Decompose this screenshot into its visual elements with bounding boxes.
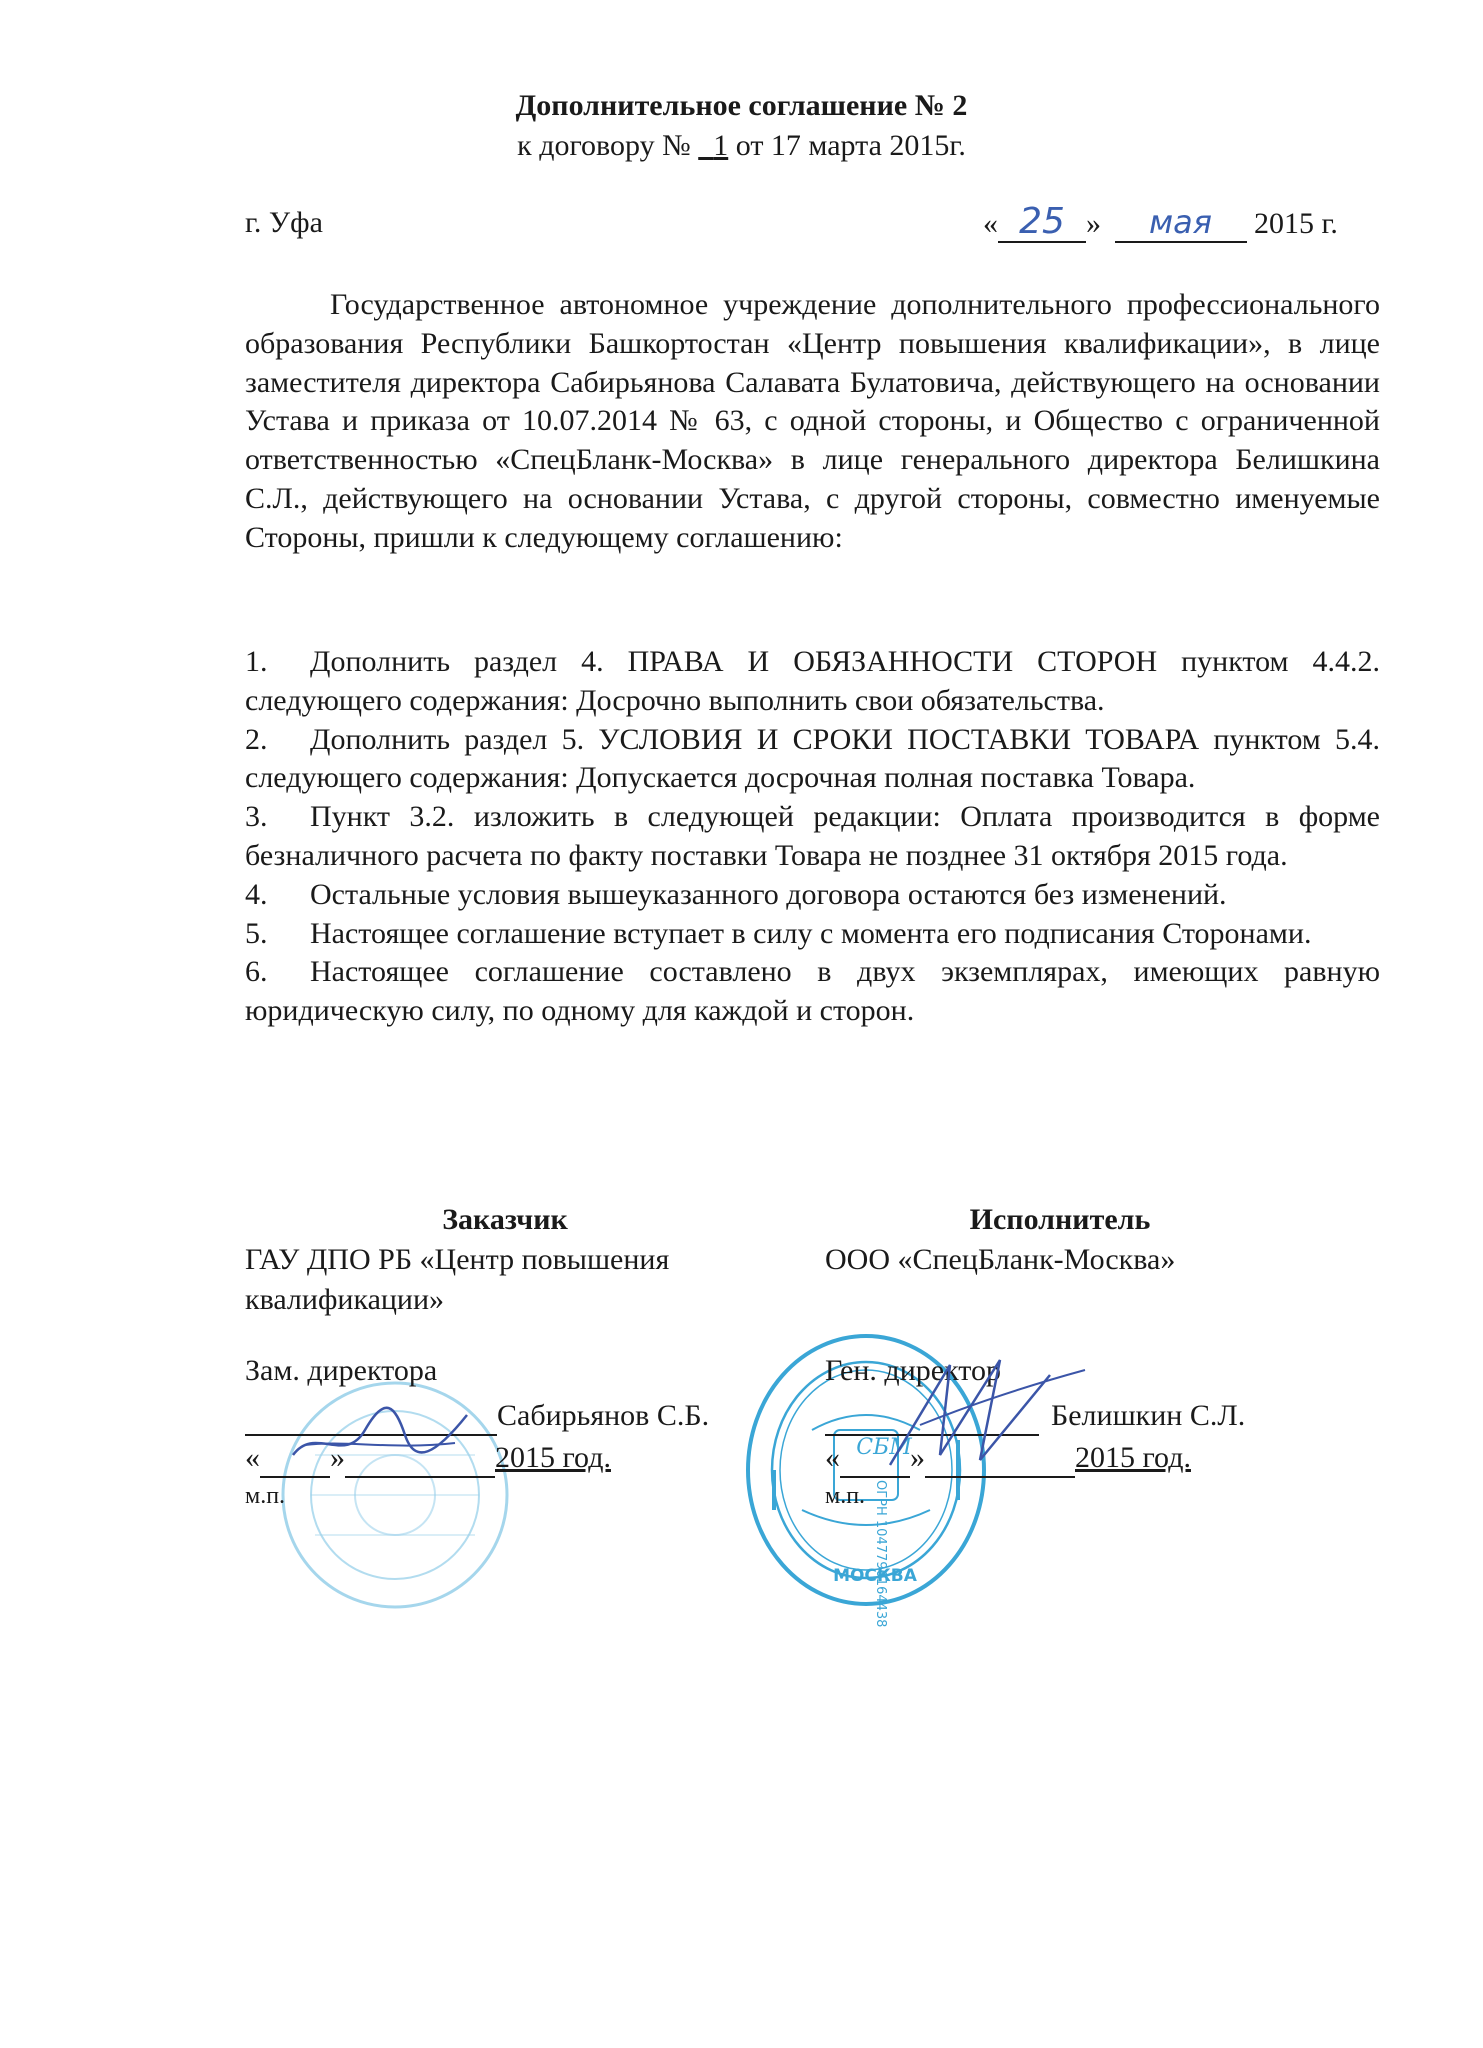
contractor-signer: Белишкин С.Л.	[1051, 1399, 1246, 1432]
city: г. Уфа	[245, 206, 323, 239]
date-month: мая	[1115, 205, 1247, 243]
date-day: 25	[998, 205, 1086, 243]
customer-heading: Заказчик	[442, 1203, 568, 1236]
customer-signature-icon	[285, 1395, 475, 1475]
contract-number: 1	[713, 129, 729, 162]
list-item: 4. Остальные условия вышеуказанного договора остаются без изменений.	[245, 877, 1227, 911]
contractor-heading: Исполнитель	[969, 1203, 1151, 1236]
customer-seal-label: м.п.	[245, 1483, 286, 1509]
list-item: 5. Настоящее соглашение вступает в силу с момента его подписания Сторонами.	[245, 916, 1312, 950]
customer-block	[245, 1200, 765, 1320]
subtitle-suffix: от 17 марта 2015г.	[735, 129, 966, 162]
document-title: Дополнительное соглашение № 2	[515, 89, 968, 122]
contractor-org: ООО «СпецБланк-Москва»	[825, 1243, 1176, 1276]
customer-position: Зам. директора	[245, 1354, 438, 1387]
stamp-ogrn: ОГРН 1047796164438	[873, 1480, 888, 1628]
document-subtitle	[0, 128, 1483, 164]
date-close-quote: »	[1086, 207, 1101, 240]
customer-org: ГАУ ДПО РБ «Центр повышения квалификации»	[245, 1243, 670, 1316]
contractor-date-row: « » 2015 год.	[825, 1440, 1191, 1478]
stamp-letters: СБМ	[856, 1435, 912, 1460]
subtitle-prefix: к договору №	[517, 129, 691, 162]
contractor-seal-label: м.п.	[825, 1483, 866, 1509]
intro-paragraph: Государственное автономное учреждение дополнительного профессионального образования Республики Башкортостан «Центр повышения квалификации», в лице заместителя директора Сабирьянова Салавата Булатовича, действующего на основании Устава и приказа от 10.07.2014 № 63, с одной стороны, и Общество с ограниченной ответственностью «СпецБланк-Москва» в лице генерального директора Белишкина С.Л., действующего на основании Устава, с другой стороны, совместно именуемые Стороны, пришли к следующему соглашению:	[245, 288, 1380, 554]
customer-signer: Сабирьянов С.Б.	[497, 1399, 710, 1432]
agreement-items	[245, 643, 1380, 1031]
date-year: 2015 г.	[1254, 207, 1338, 240]
date-open-quote: «	[983, 207, 998, 240]
customer-date-row: « » 2015 год.	[245, 1440, 611, 1478]
list-item: 1. Дополнить раздел 4. ПРАВА И ОБЯЗАННОСТИ СТОРОН пунктом 4.4.2. следующего содержания: Досрочно выполнить свои обязательства.	[245, 645, 1380, 717]
contractor-position: Ген. директор	[825, 1354, 1001, 1387]
stamp-city: МОСКВА	[833, 1566, 917, 1586]
contractor-signature-icon	[880, 1345, 1090, 1480]
list-item: 3. Пункт 3.2. изложить в следующей редакции: Оплата производится в форме безналичного расчета по факту поставки Товара не позднее 31 октября 2015 года.	[245, 800, 1380, 872]
list-item: 2. Дополнить раздел 5. УСЛОВИЯ И СРОКИ ПОСТАВКИ ТОВАРА пунктом 5.4. следующего содержания: Допускается досрочная полная поставка Товара.	[245, 722, 1380, 795]
document-date	[983, 201, 1338, 243]
list-item: 6. Настоящее соглашение составлено в двух экземплярах, имеющих равную юридическую силу, по одному для каждой и сторон.	[245, 955, 1380, 1028]
contractor-block	[825, 1200, 1295, 1280]
